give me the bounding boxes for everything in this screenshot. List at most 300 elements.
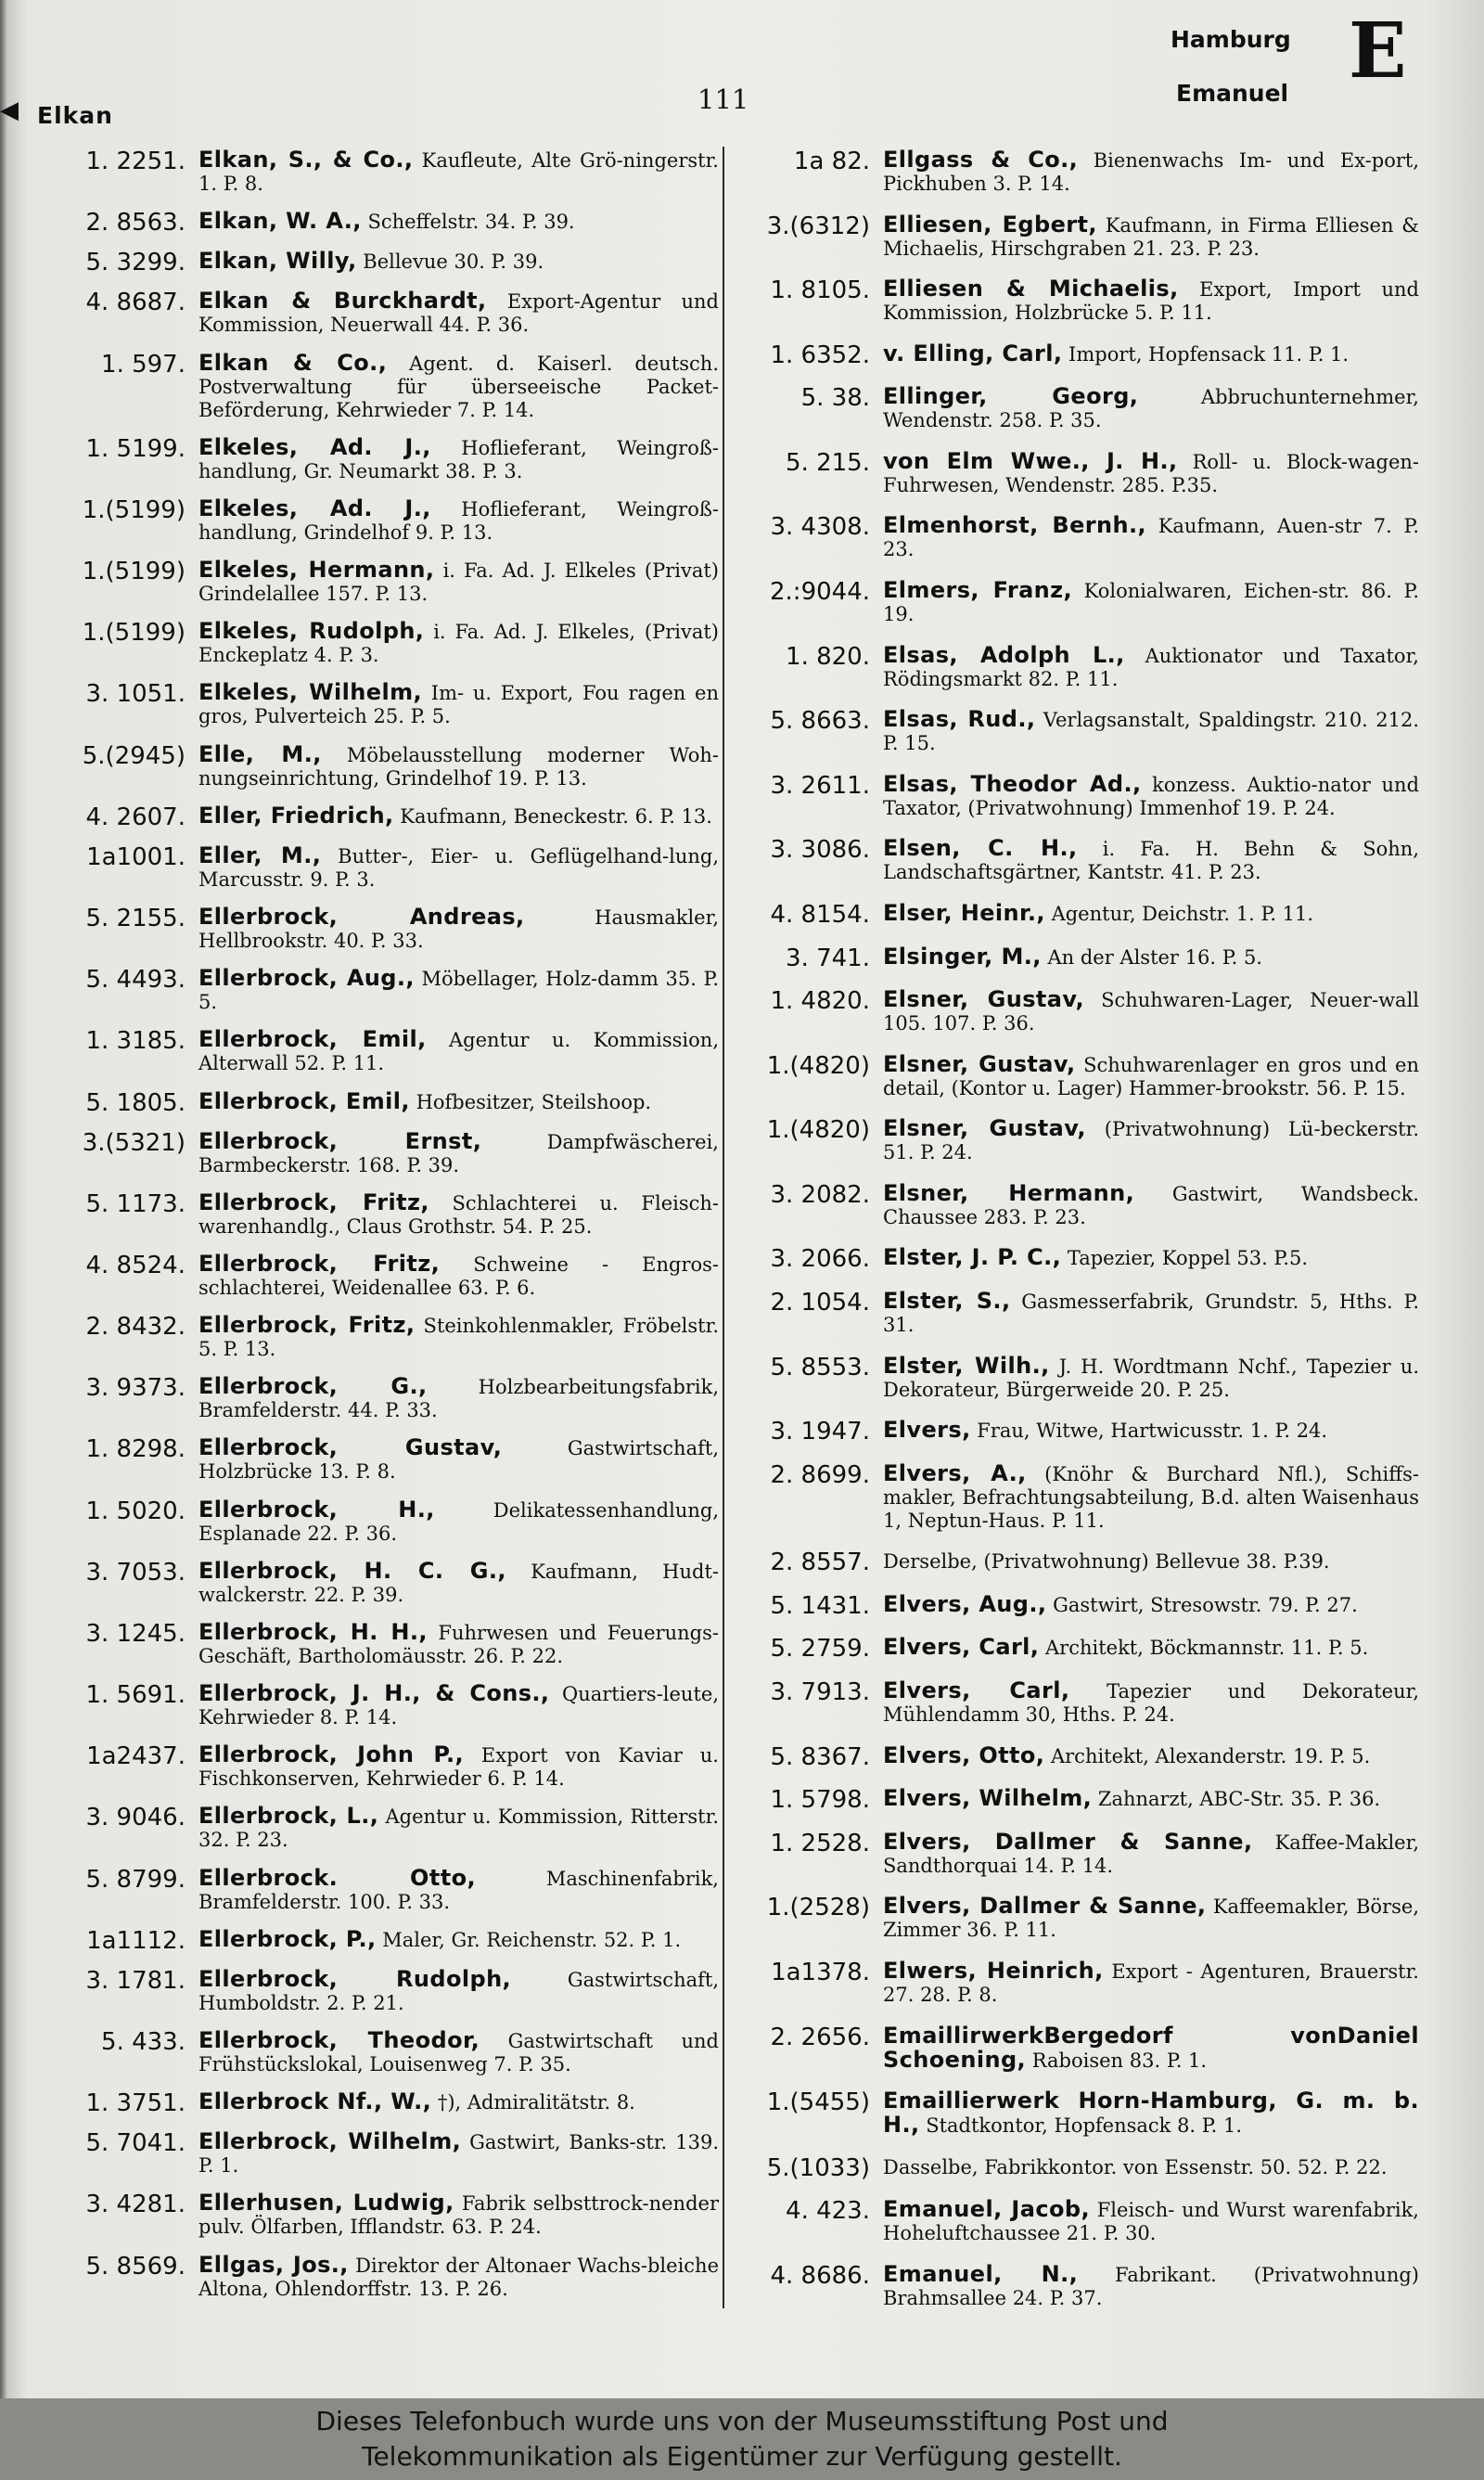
entry-details: Zahnarzt, ABC-Str. 35. P. 36. [1092,1788,1381,1811]
phone-number: 5. 7041. [85,2129,186,2158]
entry-text [198,1127,719,1177]
entry-details: Fuhrwesen und Feuerungs-Geschäft, Bartholomäusstr. 26. P. 22. [198,1621,719,1667]
subscriber-name: Ellerbrock, Andreas, [198,904,525,931]
phone-number: 3. 1051. [85,680,186,709]
subscriber-name: Elkeles, Ad. J., [198,433,431,460]
entry-details: Delikatessenhandlung, Esplanade 22. P. 36. [198,1498,719,1545]
subscriber-name: Elvers, Carl, [883,1677,1070,1704]
subscriber-name: Ellerbrock. Otto, [198,1864,477,1891]
left-column [37,148,719,2301]
phone-number: 5. 2759. [770,1635,870,1664]
directory-entry [749,1352,1419,1402]
directory-entry [37,1557,719,1607]
entry-details: Gastwirt, Stresowstr. 79. P. 27. [1046,1593,1358,1616]
notice-line-1: Dieses Telefonbuch wurde uns von der Museumsstiftung Post und [315,2406,1169,2436]
entry-details: Agentur u. Kommission, Ritterstr. 32. P. 23. [198,1805,719,1852]
phone-number: 1. 597. [101,350,186,379]
phone-number: 5. 433. [101,2028,186,2056]
entry-text [198,1557,719,1607]
entry-text [198,433,719,483]
entry-details: Export, Import und Kommission, Holzbrücke 5. P. 11. [883,278,1419,325]
entry-text [198,1436,719,1484]
phone-number: 3. 2611. [770,771,870,800]
phone-number: 3. 2082. [770,1180,870,1209]
entry-text [198,148,719,196]
phone-number: 3. 9046. [85,1804,186,1832]
subscriber-name: Ellerbrock, Theodor, [198,2027,480,2053]
directory-entry [749,1636,1419,1662]
phone-number: 1.(5199) [82,558,186,586]
entry-details: Fabrik selbsttrock-nender pulv. Ölfarben, Ifflandstr. 63. P. 24. [198,2192,719,2239]
subscriber-name: Elsner, Gustav, [883,1115,1086,1142]
directory-entry [37,1436,719,1484]
entry-text [198,620,719,667]
entry-details: i. Fa. H. Behn & Sohn, Landschaftsgärtner, Kantstr. 41. P. 23. [883,838,1419,884]
directory-entry [37,433,719,483]
phone-number: 1. 6352. [770,341,870,369]
subscriber-name: Elsas, Theodor Ad., [883,770,1142,797]
phone-number: 2. 8699. [770,1460,870,1489]
subscriber-name: Elsinger, M., [883,943,1042,970]
phone-number: 5. 215. [786,448,870,477]
entry-text [883,1179,1419,1229]
subscriber-name: Elvers, [883,1417,971,1444]
phone-number: 5. 1173. [85,1189,186,1218]
entry-text [883,1679,1419,1727]
entry-text [198,1375,719,1422]
entry-text [198,2029,719,2076]
entry-text [883,148,1419,196]
entry-details: Schweine - Engros-schlachterei, Weidenallee 63. P. 6. [198,1253,720,1299]
entry-details: (Knöhr & Burchard Nfl.), Schiffs-makler, Befrachtungsabteilung, B.d. alten Waisenhaus 1, Neptun-Haus. P. 11. [883,1462,1419,1532]
running-head-range: Emanuel [1176,80,1289,107]
directory-entry [749,641,1419,691]
entry-text [198,210,719,234]
subscriber-name: Elkeles, Hermann, [198,557,435,584]
entry-details: Schuhwaren-Lager, Neuer-wall 105. 107. P. 36. [883,989,1420,1035]
phone-number: 1a1378. [771,1958,870,1986]
subscriber-name: Elkan, W. A., [198,208,362,235]
entry-details: Schlachterei u. Fleisch-warenhandlg., Claus Grothstr. 54. P. 25. [198,1191,719,1238]
phone-number: 3. 2066. [770,1245,870,1274]
entry-text [883,1352,1419,1402]
subscriber-name: Eller, Friedrich, [198,802,394,829]
entry-text [883,945,1419,970]
directory-entry [749,2155,1419,2181]
entry-details: Gastwirt, Wandsbeck. Chaussee 283. P. 23. [883,1182,1419,1228]
subscriber-name: Ellerbrock, H., [198,1496,435,1523]
directory-entry [749,342,1419,368]
subscriber-name: Elmenhorst, Bernh., [883,512,1147,539]
directory-entry [749,1050,1420,1100]
subscriber-name: Ellerbrock, Fritz, [198,1250,441,1277]
directory-entry [37,906,719,953]
running-head-city: Hamburg [1171,26,1291,53]
entry-text [883,1459,1419,1533]
phone-number: 4. 8687. [85,289,186,317]
page-edge-mark: ◀ [0,96,19,124]
entry-details: Kaufleute, Alte Grö-ningerstr. 1. P. 8. [198,149,719,195]
directory-entry [37,210,719,236]
entry-details: Holzbearbeitungsfabrik, Bramfelderstr. 44. P. 33. [198,1376,719,1422]
phone-number: 1. 5798. [770,1786,870,1815]
directory-entry [749,837,1419,884]
phone-number: 3. 7053. [85,1558,186,1587]
entry-text [198,1682,719,1729]
entry-text [198,2251,719,2301]
subscriber-name: Ellerbrock, Emil, [198,1087,410,1114]
entry-details: Maschinenfabrik, Bramfelderstr. 100. P. 33. [198,1867,719,1913]
phone-number: 4. 423. [786,2197,870,2226]
subscriber-name: Ellerbrock, Emil, [198,1026,427,1053]
subscriber-name: Elsas, Rud., [883,706,1036,733]
entry-details: Kaufmann, Beneckestr. 6. P. 13. [393,804,712,828]
phone-number: 1. 8298. [85,1435,186,1464]
directory-entry [749,1549,1419,1575]
phone-number: 3. 741. [786,944,870,972]
entry-details: Bienenwachs Im- und Ex-port, Pickhuben 3. P. 14. [883,149,1420,195]
subscriber-name: Elvers, Carl, [883,1634,1040,1661]
subscriber-name: Elsen, C. H., [883,835,1078,862]
directory-entry [749,277,1419,325]
entry-text [883,1050,1420,1100]
entry-text [198,681,719,728]
directory-entry [37,1498,719,1546]
directory-entry [37,2130,719,2178]
phone-number: 5. 38. [800,384,870,413]
directory-entry [749,899,1419,929]
subscriber-name: Elsner, Gustav, [883,986,1084,1013]
subscriber-name: Ellerbrock, H. H., [198,1618,428,1645]
subscriber-name: EmaillirwerkBergedorf vonDaniel Schoening, [883,2022,1419,2073]
entry-details: Direktor der Altonaer Wachs-bleiche Altona, Ohlendorffstr. 13. P. 26. [198,2254,719,2300]
entry-text [883,277,1419,325]
directory-entry [37,2251,719,2301]
phone-number: 1. 2251. [85,148,186,175]
entry-details: Hoflieferant, Weingroß-handlung, Grindelhof 9. P. 13. [198,497,719,544]
entry-text [198,804,719,829]
entry-text [198,1250,720,1300]
subscriber-name: Ellerbrock, H. C. G., [198,1557,506,1584]
entry-details: Möbellager, Holz-damm 35. P. 5. [198,968,720,1014]
directory-entry [749,2260,1419,2310]
phone-number: 1. 820. [786,642,870,671]
entry-text [883,770,1420,820]
entry-details: An der Alster 16. P. 5. [1041,945,1262,969]
phone-number: 5. 8663. [770,707,870,736]
phone-number: 5. 8569. [85,2252,186,2281]
entry-text [198,1864,719,1914]
entry-details: Kaufmann, Hudt-walckerstr. 22. P. 39. [198,1560,719,1606]
directory-entry [37,844,719,892]
entry-details: Architekt, Böckmannstr. 11. P. 5. [1039,1637,1369,1660]
entry-text [883,385,1419,432]
entry-text [883,514,1419,561]
directory-entry [749,579,1419,626]
directory-entry [37,967,719,1014]
directory-entry [749,385,1419,432]
entry-details: Import, Hopfensack 11. P. 1. [1062,342,1350,366]
entry-details: Gasmesserfabrik, Grundstr. 5, Hths. P. 31. [883,1290,1420,1336]
directory-entry [749,1179,1419,1229]
subscriber-name: Ellerbrock, Aug., [198,965,415,992]
phone-number: 1. 5199. [85,434,186,463]
phone-number: 1a2437. [86,1742,186,1771]
entry-details: Tapezier und Dekorateur, Mühlendamm 30, Hths. P. 24. [883,1680,1420,1727]
subscriber-name: Elster, Wilh., [883,1352,1050,1379]
directory-entry [749,770,1420,820]
phone-number: 5. 1805. [85,1088,186,1117]
phone-number: 3. 1947. [770,1418,870,1446]
entry-text [883,1957,1419,2007]
subscriber-name: Emanuel, N., [883,2260,1079,2287]
entry-details: Hofbesitzer, Steilshoop. [409,1090,652,1113]
directory-entry [37,681,719,728]
subscriber-name: Elvers, Dallmer & Sanne, [883,1893,1207,1920]
entry-details: konzess. Auktio-nator und Taxator, (Privatwohnung) Immenhof 19. P. 24. [883,773,1420,819]
directory-entry [37,804,719,830]
phone-number: 1.(5199) [82,495,186,524]
directory-entry [37,1314,719,1361]
entry-text [883,213,1419,261]
entry-details: Frau, Witwe, Hartwicusstr. 1. P. 24. [970,1420,1328,1443]
entry-text [883,2024,1419,2073]
subscriber-name: Elvers, Aug., [883,1590,1047,1617]
entry-text [198,2191,719,2239]
phone-number: 5. 8367. [770,1742,870,1771]
entry-details: Gastwirtschaft und Frühstückslokal, Louisenweg 7. P. 35. [198,2030,719,2075]
phone-number: 1. 8105. [770,276,870,305]
subscriber-name: Ellerbrock, Rudolph, [198,1965,512,1992]
entry-text [883,1828,1419,1878]
phone-number: 1a1112. [86,1926,186,1955]
phone-number: 1. 4820. [770,987,870,1016]
directory-entry [37,1191,719,1239]
entry-text [198,906,719,953]
subscriber-name: Ellerbrock, John P., [198,1741,464,1768]
subscriber-name: Elsas, Adolph L., [883,641,1125,668]
entry-text [198,740,719,790]
phone-number: 1. 3751. [85,2089,186,2118]
directory-entry [37,559,719,606]
subscriber-name: Elkan & Burckhardt, [198,288,487,315]
entry-text [198,1965,720,2015]
phone-number: 2. 8563. [85,209,186,238]
directory-entry [37,1127,719,1177]
notice-line-2: Telekommunikation als Eigentümer zur Verfügung gestellt. [362,2441,1122,2472]
directory-entry [37,620,719,667]
subscriber-name: Elster, J. P. C., [883,1244,1062,1271]
subscriber-name: Ellerbrock, Gustav, [198,1434,503,1461]
entry-details: (Privatwohnung) Lü-beckerstr. 51. P. 24. [883,1118,1419,1164]
directory-entry [749,2024,1419,2073]
subscriber-name: Elsner, Gustav, [883,1050,1076,1077]
entry-text [198,967,719,1014]
entry-text [883,899,1419,926]
entry-text [883,708,1419,755]
subscriber-name: Elvers, Otto, [883,1741,1045,1768]
phone-number: 3. 3086. [770,836,870,865]
entry-text [883,988,1419,1035]
directory-entry [37,250,719,276]
entry-details: Hausmakler, Hellbrookstr. 40. P. 33. [198,906,719,953]
entry-details: Roll- u. Block-wagen-Fuhrwesen, Wendenstr. 285. P.35. [883,450,1420,496]
entry-text [198,1743,719,1791]
subscriber-name: Emanuel, Jacob, [883,2196,1090,2223]
subscriber-name: Ellerbrock, P., [198,1925,377,1952]
subscriber-name: Elkeles, Rudolph, [198,618,425,645]
subscriber-name: Elkeles, Ad. J., [198,495,431,521]
directory-entry [37,148,719,196]
subscriber-name: Ellerbrock, L., [198,1803,379,1830]
directory-entry [749,1287,1420,1337]
subscriber-name: Ellerbrock Nf., W., [198,2088,432,2115]
running-head-left: Elkan [37,102,113,129]
subscriber-name: Elvers, Wilhelm, [883,1785,1093,1812]
subscriber-name: Ellerhusen, Ludwig, [198,2190,454,2217]
entry-details: Gastwirtschaft, Humboldstr. 2. P. 21. [198,1968,720,2014]
entry-details: i. Fa. Ad. J. Elkeles, (Privat) Enckeplatz 4. P. 3. [198,621,719,667]
entry-text [883,641,1419,691]
entry-text [198,559,719,606]
phone-number: 4. 8154. [770,900,870,929]
entry-text [883,1895,1419,1942]
directory-entry [37,2090,719,2116]
entry-text [883,2198,1419,2245]
directory-entry [749,148,1419,196]
directory-entry [749,2089,1419,2138]
entry-details: Export von Kaviar u. Fischkonserven, Kehrwieder 6. P. 14. [198,1744,719,1791]
directory-entry [749,1117,1419,1164]
subscriber-name: Elser, Heinr., [883,899,1045,926]
entry-details: †), Admiralitätstr. 8. [431,2091,635,2114]
directory-entry [749,1590,1419,1620]
directory-entry [37,349,719,422]
phone-number: 3. 7913. [770,1678,870,1707]
entry-details: Auktionator und Taxator, Rödingsmarkt 82. P. 11. [883,644,1419,690]
directory-entry [749,1828,1419,1878]
subscriber-name: Elvers, A., [883,1459,1027,1486]
directory-entry [749,2198,1419,2245]
phone-number: 1a 82. [793,148,870,175]
directory-entry [37,740,719,790]
entry-details: Quartiers-leute, Kehrwieder 8. P. 14. [198,1683,719,1729]
directory-entry [37,497,719,545]
phone-number: 1. 5020. [85,1497,186,1525]
phone-number: 1. 2528. [770,1829,870,1857]
directory-entry [37,1087,719,1117]
subscriber-name: Elvers, Dallmer & Sanne, [883,1828,1253,1855]
entry-details: Agent. d. Kaiserl. deutsch. Postverwaltung für überseeische Packet-Beförderung, Kehrwieder 7. P. 14. [198,352,719,421]
entry-text [198,1498,719,1546]
entry-details: Gastwirt, Banks-str. 139. P. 1. [198,2131,720,2178]
entry-text [883,1636,1419,1660]
entry-details: Derselbe, (Privatwohnung) Bellevue 38. P.39. [883,1550,1330,1574]
directory-entry [749,1895,1419,1942]
subscriber-name: Elkan & Co., [198,349,388,376]
directory-entry [749,514,1419,561]
entry-text [198,250,719,274]
phone-number: 5.(1033) [766,2153,870,2182]
subscriber-name: Ellinger, Georg, [883,383,1139,410]
phone-number: 5. 1431. [770,1591,870,1620]
phone-number: 1. 3185. [85,1027,186,1056]
phone-number: 5. 4493. [85,966,186,995]
entry-text [198,844,719,892]
entry-details: Agentur, Deichstr. 1. P. 11. [1044,902,1314,925]
directory-entry [749,1246,1419,1272]
entry-details: Möbelausstellung moderner Woh-nungseinrichtung, Grindelhof 19. P. 13. [198,743,719,790]
phone-number: 1.(5199) [82,619,186,648]
phone-number: 1.(4820) [766,1051,870,1080]
entry-text [883,2155,1419,2179]
directory-entry [749,1787,1419,1813]
subscriber-name: Emaillierwerk Horn-Hamburg, G. m. b. H., [883,2088,1419,2139]
phone-number: 1. 5691. [85,1681,186,1710]
phone-number: 5. 3299. [85,249,186,277]
entry-details: Fleisch- und Wurst warenfabrik, Hoheluftchaussee 21. P. 30. [883,2199,1419,2245]
directory-entry [37,2029,719,2076]
phone-number: 4. 2607. [85,803,186,831]
phone-number: 3. 4281. [85,2191,186,2219]
entry-details: Scheffelstr. 34. P. 39. [361,211,575,234]
entry-text [198,349,719,422]
entry-details: Bellevue 30. P. 39. [356,251,544,274]
subscriber-name: Ellerbrock, G., [198,1373,428,1400]
entry-text [883,2089,1419,2138]
entry-details: Architekt, Alexanderstr. 19. P. 5. [1044,1744,1371,1767]
entry-details: Agentur u. Kommission, Alterwall 52. P. 11. [198,1029,719,1075]
entry-text [198,1191,719,1239]
entry-text [883,447,1420,497]
subscriber-name: Elkan, S., & Co., [198,147,414,173]
subscriber-name: Eller, M., [198,842,322,868]
entry-text [883,1787,1419,1811]
subscriber-name: Elliesen, Egbert, [883,211,1097,238]
subscriber-name: Elwers, Heinrich, [883,1957,1104,1984]
directory-entry [749,1957,1419,2007]
directory-entry [749,708,1419,755]
entry-details: Verlagsanstalt, Spaldingstr. 210. 212. P. 15. [883,709,1420,755]
entry-text [883,1246,1419,1270]
phone-number: 1.(2528) [766,1894,870,1922]
entry-text [883,1419,1419,1443]
phone-number: 2. 8557. [770,1548,870,1577]
subscriber-name: Ellerbrock, Wilhelm, [198,2128,462,2155]
directory-entry [749,945,1419,971]
entry-details: Gastwirtschaft, Holzbrücke 13. P. 8. [198,1437,719,1484]
directory-entry [37,289,719,337]
entry-text [883,1741,1419,1768]
phone-number: 1a1001. [86,842,186,871]
entry-details: Stadtkontor, Hopfensack 8. P. 1. [919,2114,1243,2138]
phone-number: 3. 1781. [85,1966,186,1995]
phone-number: 2. 1054. [770,1288,870,1317]
directory-entry [37,1864,719,1914]
subscriber-name: Elle, M., [198,740,322,767]
directory-entry [37,2191,719,2239]
directory-entry [749,1459,1419,1533]
subscriber-name: Ellerbrock, Fritz, [198,1312,416,1339]
page-number: 111 [697,84,749,115]
entry-text [883,837,1419,884]
directory-entry [749,447,1420,497]
phone-number: 3. 9373. [85,1374,186,1403]
subscriber-name: Elkan, Willy, [198,248,357,275]
entry-text [198,1805,719,1852]
entry-details: Kolonialwaren, Eichen-str. 86. P. 19. [883,580,1419,626]
directory-entry [37,1805,719,1852]
